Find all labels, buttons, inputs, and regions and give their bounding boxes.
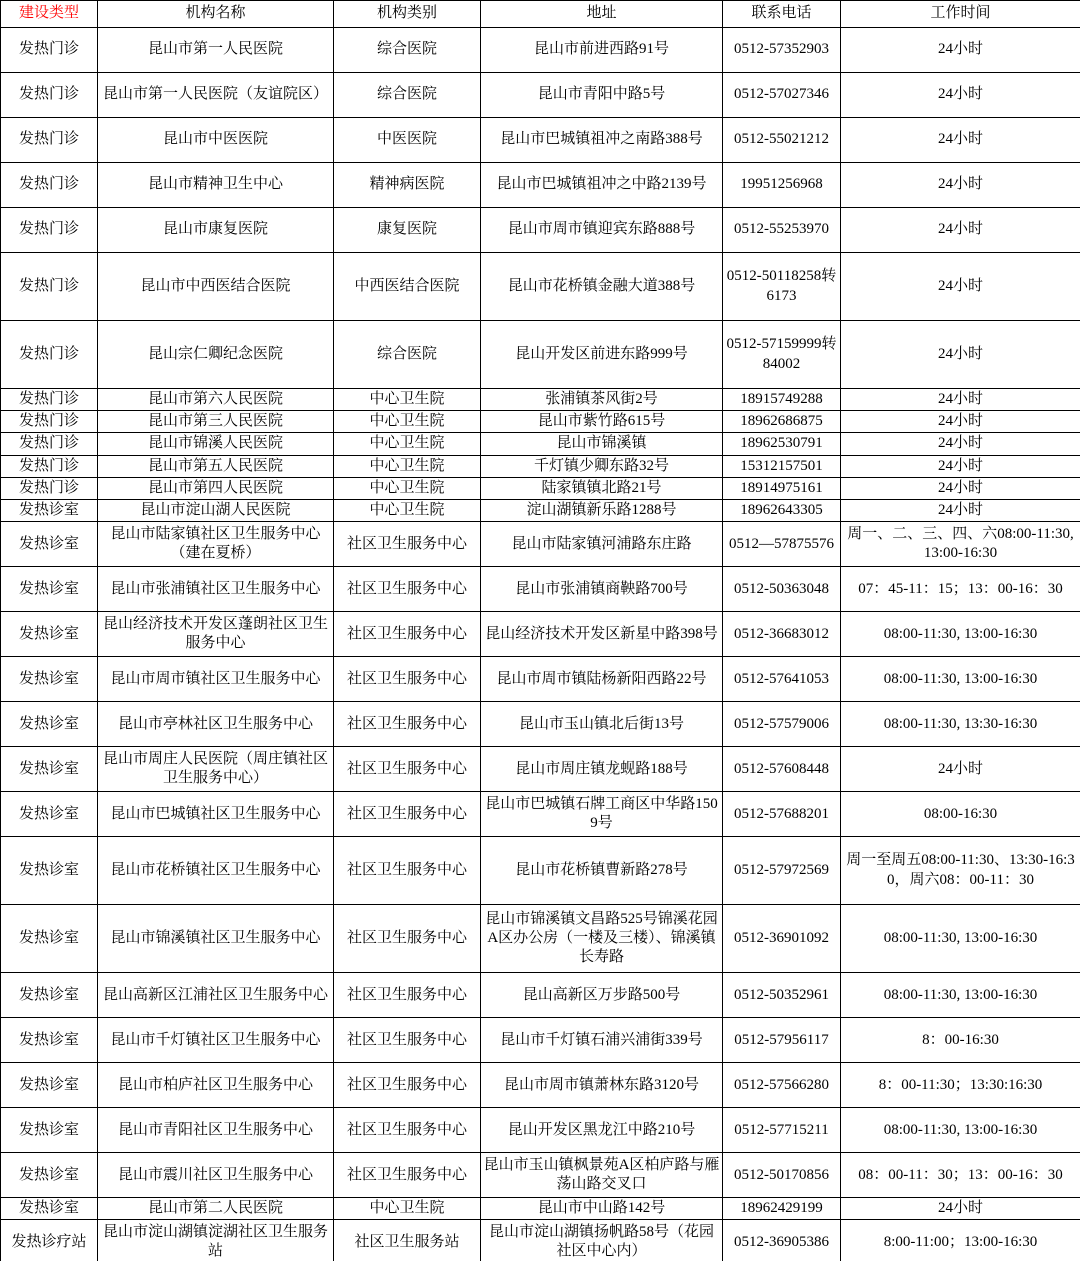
- table-row: [1, 455, 1080, 477]
- table-row: [1, 477, 1080, 499]
- column-header-phone: 联系电话: [723, 1, 841, 28]
- cell-phone: 0512-36901092: [723, 905, 841, 973]
- table-header: [1, 1, 1080, 28]
- cell-category: 社区卫生服务中心: [334, 747, 481, 792]
- cell-phone: 0512-55021212: [723, 118, 841, 163]
- cell-name: 昆山市淀山湖人民医院: [98, 499, 334, 521]
- cell-hours: 周一、二、三、四、六08:00-11:30, 13:00-16:30: [841, 522, 1080, 567]
- cell-address: 昆山市青阳中路5号: [481, 73, 723, 118]
- cell-phone: 18962429199: [723, 1198, 841, 1220]
- cell-category: 社区卫生服务中心: [334, 702, 481, 747]
- column-header-type: 建设类型: [1, 1, 98, 28]
- cell-hours: 08:00-11:30, 13:30-16:30: [841, 702, 1080, 747]
- table-row: [1, 1018, 1080, 1063]
- cell-type: 发热诊室: [1, 612, 98, 657]
- table-row: [1, 411, 1080, 433]
- cell-name: 昆山宗仁卿纪念医院: [98, 321, 334, 389]
- cell-hours: 08:00-16:30: [841, 792, 1080, 837]
- table-row: [1, 792, 1080, 837]
- cell-type: 发热诊室: [1, 1198, 98, 1220]
- cell-address: 昆山市锦溪镇: [481, 433, 723, 455]
- cell-phone: 0512-36905386: [723, 1220, 841, 1261]
- cell-phone: 0512-57159999转84002: [723, 321, 841, 389]
- cell-address: 昆山开发区前进东路999号: [481, 321, 723, 389]
- cell-phone: 0512-57956117: [723, 1018, 841, 1063]
- cell-category: 中心卫生院: [334, 499, 481, 521]
- cell-category: 社区卫生服务中心: [334, 973, 481, 1018]
- cell-name: 昆山市张浦镇社区卫生服务中心: [98, 567, 334, 612]
- cell-address: 昆山市花桥镇金融大道388号: [481, 253, 723, 321]
- cell-type: 发热门诊: [1, 73, 98, 118]
- cell-name: 昆山市锦溪镇社区卫生服务中心: [98, 905, 334, 973]
- cell-hours: 24小时: [841, 389, 1080, 411]
- table-row: [1, 208, 1080, 253]
- cell-hours: 24小时: [841, 499, 1080, 521]
- cell-hours: 08:00-11:30, 13:00-16:30: [841, 612, 1080, 657]
- cell-phone: 18962686875: [723, 411, 841, 433]
- cell-type: 发热门诊: [1, 433, 98, 455]
- cell-name: 昆山市周庄人民医院（周庄镇社区卫生服务中心）: [98, 747, 334, 792]
- table-body: [1, 28, 1080, 1261]
- table-row: [1, 1153, 1080, 1198]
- cell-phone: 0512-55253970: [723, 208, 841, 253]
- cell-category: 中心卫生院: [334, 411, 481, 433]
- table-header-row: [1, 1, 1080, 28]
- cell-phone: 18914975161: [723, 477, 841, 499]
- cell-address: 昆山市周市镇迎宾东路888号: [481, 208, 723, 253]
- cell-name: 昆山市第四人民医院: [98, 477, 334, 499]
- table-row: [1, 163, 1080, 208]
- cell-category: 社区卫生服务中心: [334, 837, 481, 905]
- cell-name: 昆山市青阳社区卫生服务中心: [98, 1108, 334, 1153]
- cell-category: 中心卫生院: [334, 455, 481, 477]
- cell-type: 发热诊室: [1, 905, 98, 973]
- cell-address: 昆山开发区黑龙江中路210号: [481, 1108, 723, 1153]
- cell-hours: 24小时: [841, 747, 1080, 792]
- cell-type: 发热诊室: [1, 1018, 98, 1063]
- cell-category: 中心卫生院: [334, 389, 481, 411]
- column-header-hours: 工作时间: [841, 1, 1080, 28]
- cell-address: 昆山市千灯镇石浦兴浦街339号: [481, 1018, 723, 1063]
- cell-category: 中心卫生院: [334, 1198, 481, 1220]
- cell-hours: 8：00-11:30；13:30:16:30: [841, 1063, 1080, 1108]
- cell-type: 发热诊室: [1, 567, 98, 612]
- cell-phone: 0512-57972569: [723, 837, 841, 905]
- cell-hours: 24小时: [841, 433, 1080, 455]
- cell-phone: 0512-57352903: [723, 28, 841, 73]
- cell-address: 昆山市巴城镇石牌工商区中华路1509号: [481, 792, 723, 837]
- cell-name: 昆山市中医医院: [98, 118, 334, 163]
- cell-name: 昆山市第一人民医院: [98, 28, 334, 73]
- cell-hours: 08:00-11:30, 13:00-16:30: [841, 1108, 1080, 1153]
- cell-type: 发热诊室: [1, 499, 98, 521]
- cell-hours: 8:00-11:00；13:00-16:30: [841, 1220, 1080, 1261]
- cell-hours: 08:00-11:30, 13:00-16:30: [841, 905, 1080, 973]
- cell-hours: 周一至周五08:00-11:30、13:30-16:30，周六08：00-11：30: [841, 837, 1080, 905]
- cell-phone: 0512-57688201: [723, 792, 841, 837]
- cell-name: 昆山市巴城镇社区卫生服务中心: [98, 792, 334, 837]
- table-row: [1, 321, 1080, 389]
- cell-address: 昆山市淀山湖镇扬帆路58号（花园社区中心内）: [481, 1220, 723, 1261]
- cell-type: 发热门诊: [1, 163, 98, 208]
- cell-name: 昆山市淀山湖镇淀湖社区卫生服务站: [98, 1220, 334, 1261]
- cell-address: 昆山市巴城镇祖冲之南路388号: [481, 118, 723, 163]
- cell-phone: 0512-57566280: [723, 1063, 841, 1108]
- cell-type: 发热诊室: [1, 657, 98, 702]
- cell-phone: 0512-57027346: [723, 73, 841, 118]
- column-header-category: 机构类别: [334, 1, 481, 28]
- cell-type: 发热门诊: [1, 208, 98, 253]
- table-row: [1, 702, 1080, 747]
- cell-category: 中医医院: [334, 118, 481, 163]
- cell-address: 昆山高新区万步路500号: [481, 973, 723, 1018]
- cell-hours: 24小时: [841, 411, 1080, 433]
- table-row: [1, 973, 1080, 1018]
- table-row: [1, 73, 1080, 118]
- cell-hours: 8：00-16:30: [841, 1018, 1080, 1063]
- cell-hours: 24小时: [841, 163, 1080, 208]
- cell-hours: 08：00-11：30；13：00-16：30: [841, 1153, 1080, 1198]
- cell-hours: 24小时: [841, 118, 1080, 163]
- cell-name: 昆山市陆家镇社区卫生服务中心（建在夏桥）: [98, 522, 334, 567]
- cell-name: 昆山市亭林社区卫生服务中心: [98, 702, 334, 747]
- cell-name: 昆山市锦溪人民医院: [98, 433, 334, 455]
- cell-address: 昆山市周市镇萧林东路3120号: [481, 1063, 723, 1108]
- cell-address: 张浦镇茶风街2号: [481, 389, 723, 411]
- cell-phone: 0512-36683012: [723, 612, 841, 657]
- cell-name: 昆山市震川社区卫生服务中心: [98, 1153, 334, 1198]
- cell-type: 发热门诊: [1, 321, 98, 389]
- cell-phone: 18962643305: [723, 499, 841, 521]
- cell-hours: 24小时: [841, 28, 1080, 73]
- cell-category: 综合医院: [334, 73, 481, 118]
- cell-category: 康复医院: [334, 208, 481, 253]
- cell-category: 精神病医院: [334, 163, 481, 208]
- cell-type: 发热诊室: [1, 522, 98, 567]
- table-row: [1, 1063, 1080, 1108]
- cell-category: 社区卫生服务中心: [334, 792, 481, 837]
- cell-type: 发热门诊: [1, 389, 98, 411]
- cell-type: 发热诊室: [1, 837, 98, 905]
- cell-type: 发热门诊: [1, 455, 98, 477]
- cell-type: 发热门诊: [1, 118, 98, 163]
- cell-hours: 08:00-11:30, 13:00-16:30: [841, 973, 1080, 1018]
- cell-address: 昆山经济技术开发区新星中路398号: [481, 612, 723, 657]
- cell-address: 千灯镇少卿东路32号: [481, 455, 723, 477]
- cell-hours: 24小时: [841, 321, 1080, 389]
- table-row: [1, 747, 1080, 792]
- cell-type: 发热诊疗站: [1, 1220, 98, 1261]
- cell-address: 昆山市巴城镇祖冲之中路2139号: [481, 163, 723, 208]
- cell-hours: 24小时: [841, 477, 1080, 499]
- cell-type: 发热诊室: [1, 702, 98, 747]
- cell-phone: 0512-50352961: [723, 973, 841, 1018]
- cell-category: 社区卫生服务中心: [334, 1018, 481, 1063]
- cell-address: 昆山市周市镇陆杨新阳西路22号: [481, 657, 723, 702]
- table-row: [1, 837, 1080, 905]
- cell-address: 昆山市陆家镇河浦路东庄路: [481, 522, 723, 567]
- table-row: [1, 433, 1080, 455]
- cell-category: 社区卫生服务中心: [334, 1153, 481, 1198]
- cell-category: 综合医院: [334, 28, 481, 73]
- cell-address: 昆山市紫竹路615号: [481, 411, 723, 433]
- cell-address: 昆山市前进西路91号: [481, 28, 723, 73]
- cell-category: 社区卫生服务中心: [334, 567, 481, 612]
- column-header-address: 地址: [481, 1, 723, 28]
- column-header-name: 机构名称: [98, 1, 334, 28]
- cell-name: 昆山高新区江浦社区卫生服务中心: [98, 973, 334, 1018]
- cell-category: 社区卫生服务中心: [334, 522, 481, 567]
- cell-type: 发热诊室: [1, 973, 98, 1018]
- table-row: [1, 657, 1080, 702]
- cell-type: 发热门诊: [1, 411, 98, 433]
- table-row: [1, 118, 1080, 163]
- table-row: [1, 1198, 1080, 1220]
- table-row: [1, 28, 1080, 73]
- cell-name: 昆山市柏庐社区卫生服务中心: [98, 1063, 334, 1108]
- cell-phone: 19951256968: [723, 163, 841, 208]
- cell-phone: 0512-57608448: [723, 747, 841, 792]
- cell-name: 昆山市千灯镇社区卫生服务中心: [98, 1018, 334, 1063]
- cell-category: 社区卫生服务中心: [334, 657, 481, 702]
- cell-type: 发热诊室: [1, 1063, 98, 1108]
- cell-name: 昆山市第六人民医院: [98, 389, 334, 411]
- cell-address: 昆山市花桥镇曹新路278号: [481, 837, 723, 905]
- cell-phone: 15312157501: [723, 455, 841, 477]
- cell-type: 发热门诊: [1, 253, 98, 321]
- cell-phone: 0512-57715211: [723, 1108, 841, 1153]
- cell-name: 昆山经济技术开发区蓬朗社区卫生服务中心: [98, 612, 334, 657]
- cell-name: 昆山市中西医结合医院: [98, 253, 334, 321]
- cell-name: 昆山市第一人民医院（友谊院区）: [98, 73, 334, 118]
- table-row: [1, 612, 1080, 657]
- cell-name: 昆山市第五人民医院: [98, 455, 334, 477]
- cell-hours: 07：45-11：15；13：00-16：30: [841, 567, 1080, 612]
- cell-address: 昆山市周庄镇龙蚬路188号: [481, 747, 723, 792]
- cell-name: 昆山市周市镇社区卫生服务中心: [98, 657, 334, 702]
- cell-phone: 0512-50118258转6173: [723, 253, 841, 321]
- cell-address: 昆山市玉山镇枫景苑A区柏庐路与雁荡山路交叉口: [481, 1153, 723, 1198]
- cell-address: 陆家镇镇北路21号: [481, 477, 723, 499]
- cell-category: 中心卫生院: [334, 477, 481, 499]
- cell-type: 发热门诊: [1, 28, 98, 73]
- cell-type: 发热诊室: [1, 1108, 98, 1153]
- cell-hours: 24小时: [841, 208, 1080, 253]
- table-row: [1, 1108, 1080, 1153]
- cell-name: 昆山市第三人民医院: [98, 411, 334, 433]
- cell-name: 昆山市精神卫生中心: [98, 163, 334, 208]
- cell-name: 昆山市康复医院: [98, 208, 334, 253]
- cell-address: 昆山市锦溪镇文昌路525号锦溪花园A区办公房（一楼及三楼）、锦溪镇长寿路: [481, 905, 723, 973]
- cell-category: 社区卫生服务中心: [334, 1108, 481, 1153]
- cell-address: 昆山市张浦镇商鞅路700号: [481, 567, 723, 612]
- cell-address: 淀山湖镇新乐路1288号: [481, 499, 723, 521]
- cell-phone: 0512—57875576: [723, 522, 841, 567]
- cell-type: 发热诊室: [1, 747, 98, 792]
- cell-category: 社区卫生服务中心: [334, 905, 481, 973]
- cell-category: 中西医结合医院: [334, 253, 481, 321]
- cell-address: 昆山市中山路142号: [481, 1198, 723, 1220]
- table-row: [1, 1220, 1080, 1261]
- cell-category: 中心卫生院: [334, 433, 481, 455]
- cell-hours: 24小时: [841, 73, 1080, 118]
- cell-type: 发热诊室: [1, 1153, 98, 1198]
- table-row: [1, 522, 1080, 567]
- cell-phone: 18915749288: [723, 389, 841, 411]
- cell-phone: 0512-50170856: [723, 1153, 841, 1198]
- cell-hours: 08:00-11:30, 13:00-16:30: [841, 657, 1080, 702]
- cell-category: 综合医院: [334, 321, 481, 389]
- cell-type: 发热门诊: [1, 477, 98, 499]
- cell-category: 社区卫生服务中心: [334, 612, 481, 657]
- cell-phone: 18962530791: [723, 433, 841, 455]
- table-row: [1, 389, 1080, 411]
- cell-hours: 24小时: [841, 1198, 1080, 1220]
- table-row: [1, 905, 1080, 973]
- cell-phone: 0512-57579006: [723, 702, 841, 747]
- cell-phone: 0512-50363048: [723, 567, 841, 612]
- cell-name: 昆山市花桥镇社区卫生服务中心: [98, 837, 334, 905]
- cell-category: 社区卫生服务站: [334, 1220, 481, 1261]
- table-row: [1, 253, 1080, 321]
- cell-category: 社区卫生服务中心: [334, 1063, 481, 1108]
- cell-name: 昆山市第二人民医院: [98, 1198, 334, 1220]
- cell-address: 昆山市玉山镇北后街13号: [481, 702, 723, 747]
- cell-type: 发热诊室: [1, 792, 98, 837]
- cell-hours: 24小时: [841, 455, 1080, 477]
- cell-phone: 0512-57641053: [723, 657, 841, 702]
- table-row: [1, 567, 1080, 612]
- table-row: [1, 499, 1080, 521]
- cell-hours: 24小时: [841, 253, 1080, 321]
